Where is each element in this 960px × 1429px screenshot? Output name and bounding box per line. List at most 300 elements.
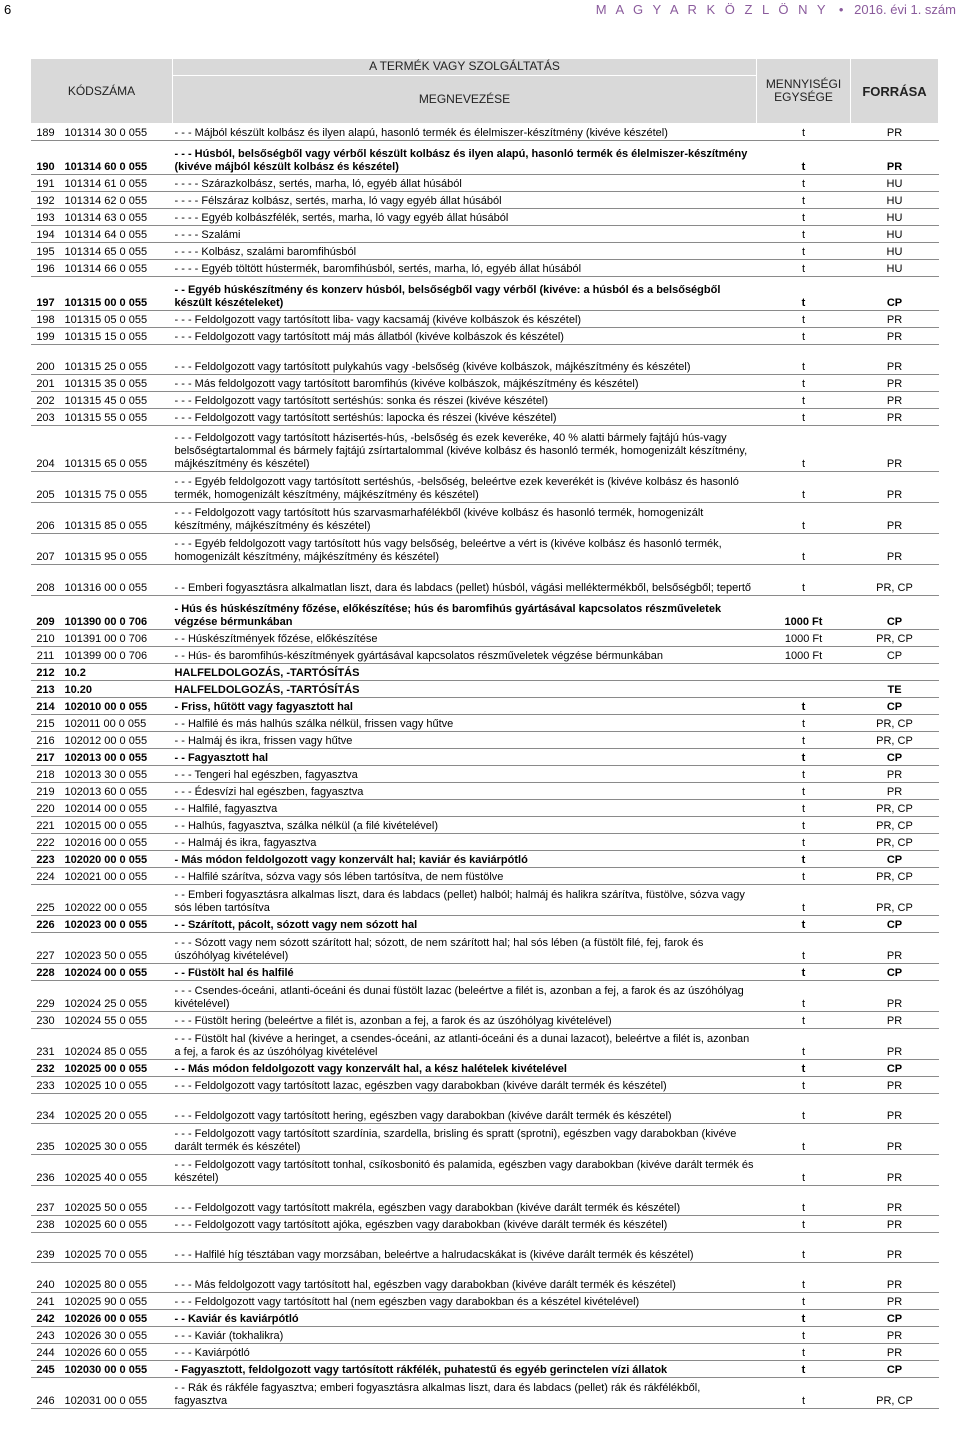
product-code: 102013 60 0 055 <box>61 783 173 800</box>
product-code: 101399 00 0 706 <box>61 647 173 664</box>
unit-of-measure: t <box>757 1263 851 1293</box>
row-number: 194 <box>31 226 61 243</box>
row-number: 191 <box>31 175 61 192</box>
table-row <box>31 933 939 964</box>
product-code: 101314 65 0 055 <box>61 243 173 260</box>
row-number: 222 <box>31 834 61 851</box>
table-row <box>31 1310 939 1327</box>
data-source: PR <box>851 1029 939 1060</box>
product-code: 102021 00 0 055 <box>61 868 173 885</box>
data-source: HU <box>851 175 939 192</box>
product-description: - Friss, hűtött vagy fagyasztott hal <box>173 698 757 715</box>
table-row <box>31 1029 939 1060</box>
unit-of-measure: t <box>757 715 851 732</box>
row-number: 232 <box>31 1060 61 1077</box>
unit-of-measure: t <box>757 226 851 243</box>
product-description: - - - Feldolgozott vagy tartósított makréla, egészben vagy darabokban (kivéve darált termék és készétel) <box>173 1186 757 1216</box>
table-row <box>31 1263 939 1293</box>
product-description: - - - Csendes-óceáni, atlanti-óceáni és dunai füstölt lazac (beleértve a filét is, azonban a fej, a farok és az úszóhólyag kivételével) <box>173 981 757 1012</box>
product-description: - - Halmáj és ikra, frissen vagy hűtve <box>173 732 757 749</box>
data-source: PR <box>851 328 939 345</box>
product-description: - - Rák és rákféle fagyasztva; emberi fogyasztásra alkalmas liszt, dara és labdacs (pellet) rák és rákfélékből, fagyasztva <box>173 1378 757 1409</box>
data-source: PR <box>851 472 939 503</box>
row-number: 226 <box>31 916 61 933</box>
unit-of-measure: t <box>757 426 851 472</box>
product-description: - - Fagyasztott hal <box>173 749 757 766</box>
unit-of-measure: t <box>757 698 851 715</box>
unit-of-measure <box>757 681 851 698</box>
product-code: 102025 20 0 055 <box>61 1094 173 1124</box>
table-row <box>31 1094 939 1124</box>
table-row <box>31 328 939 345</box>
data-source: PR <box>851 1293 939 1310</box>
row-number: 214 <box>31 698 61 715</box>
data-source: HU <box>851 192 939 209</box>
product-code: 102024 85 0 055 <box>61 1029 173 1060</box>
header-name: MEGNEVEZÉSE <box>173 75 757 124</box>
data-source: CP <box>851 1060 939 1077</box>
data-source: PR <box>851 124 939 141</box>
table-row <box>31 392 939 409</box>
table-row <box>31 226 939 243</box>
unit-of-measure: t <box>757 834 851 851</box>
table-row <box>31 964 939 981</box>
data-source: PR, CP <box>851 732 939 749</box>
product-description: - - Halfilé szárítva, sózva vagy sós lében tartósítva, de nem füstölve <box>173 868 757 885</box>
product-code: 102025 90 0 055 <box>61 1293 173 1310</box>
data-source: PR <box>851 1077 939 1094</box>
product-description: - - - Feldolgozott vagy tartósított tonhal, csíkosbonitó és palamida, egészben vagy darabokban (kivéve darált termék és készétel) <box>173 1155 757 1186</box>
table-row <box>31 766 939 783</box>
table-row <box>31 630 939 647</box>
product-description: - - Húskészítmények főzése, előkészítése <box>173 630 757 647</box>
table-row <box>31 749 939 766</box>
table-row <box>31 192 939 209</box>
row-number: 219 <box>31 783 61 800</box>
product-description: - - - Füstölt hering (beleértve a filét is, azonban a fej, a farok és az úszóhólyag kivételével) <box>173 1012 757 1029</box>
data-source: CP <box>851 916 939 933</box>
product-description: - - - Feldolgozott vagy tartósított hal (nem egészben vagy darabokban és a készétel kivételével) <box>173 1293 757 1310</box>
data-source: PR <box>851 1216 939 1233</box>
unit-of-measure: t <box>757 409 851 426</box>
product-code: 102015 00 0 055 <box>61 817 173 834</box>
data-source: CP <box>851 277 939 311</box>
data-source: PR <box>851 1327 939 1344</box>
product-description: - - - Kaviár (tokhalikra) <box>173 1327 757 1344</box>
table-body <box>31 124 939 1409</box>
product-code: 102026 30 0 055 <box>61 1327 173 1344</box>
table-row <box>31 1378 939 1409</box>
product-description: - - Hús- és baromfihús-készítmények gyártásával kapcsolatos részműveletek végzése bérmunkában <box>173 647 757 664</box>
table-row <box>31 698 939 715</box>
product-code: 102030 00 0 055 <box>61 1361 173 1378</box>
product-code: 101315 05 0 055 <box>61 311 173 328</box>
unit-of-measure: t <box>757 1293 851 1310</box>
product-description: - - Halmáj és ikra, fagyasztva <box>173 834 757 851</box>
product-code: 101316 00 0 055 <box>61 565 173 596</box>
product-description: - - - - Szárazkolbász, sertés, marha, ló, egyéb állat húsából <box>173 175 757 192</box>
table-row <box>31 1012 939 1029</box>
table-row <box>31 565 939 596</box>
data-source: PR <box>851 1012 939 1029</box>
product-code: 102025 70 0 055 <box>61 1233 173 1263</box>
unit-of-measure: t <box>757 243 851 260</box>
table-row <box>31 1233 939 1263</box>
header-unit: MENNYISÉGI EGYSÉGE <box>757 59 851 124</box>
product-description: - - - Feldolgozott vagy tartósított pulykahús vagy -belsőség (kivéve kolbászok, májkészítmény és készétel) <box>173 345 757 375</box>
row-number: 192 <box>31 192 61 209</box>
row-number: 239 <box>31 1233 61 1263</box>
product-code: 101391 00 0 706 <box>61 630 173 647</box>
table-row <box>31 175 939 192</box>
row-number: 231 <box>31 1029 61 1060</box>
table-row <box>31 124 939 141</box>
issue-label: 2016. évi 1. szám <box>854 2 956 17</box>
unit-of-measure <box>757 664 851 681</box>
row-number: 206 <box>31 503 61 534</box>
table-row <box>31 260 939 277</box>
product-code: 102024 25 0 055 <box>61 981 173 1012</box>
data-source: PR, CP <box>851 1378 939 1409</box>
row-number: 225 <box>31 885 61 916</box>
unit-of-measure: t <box>757 868 851 885</box>
data-source: PR <box>851 311 939 328</box>
product-code: 101390 00 0 706 <box>61 596 173 630</box>
row-number: 228 <box>31 964 61 981</box>
table-row <box>31 1344 939 1361</box>
product-code: 102011 00 0 055 <box>61 715 173 732</box>
table-row <box>31 851 939 868</box>
product-table <box>30 58 939 1409</box>
unit-of-measure: t <box>757 534 851 565</box>
unit-of-measure: t <box>757 124 851 141</box>
product-description: - - - Feldolgozott vagy tartósított szardínia, szardella, brisling és spratt (sprotni), egészben vagy darabokban (kivéve darált termék és készétel) <box>173 1124 757 1155</box>
data-source: PR, CP <box>851 817 939 834</box>
row-number: 213 <box>31 681 61 698</box>
product-description: - - - Májból készült kolbász és ilyen alapú, hasonló termék és élelmiszer-készítmény (kivéve készétel) <box>173 124 757 141</box>
product-code: 102013 30 0 055 <box>61 766 173 783</box>
row-number: 221 <box>31 817 61 834</box>
unit-of-measure: t <box>757 800 851 817</box>
product-description: - - - Feldolgozott vagy tartósított liba- vagy kacsamáj (kivéve kolbászok és készétel) <box>173 311 757 328</box>
product-description: - - Emberi fogyasztásra alkalmatlan liszt, dara és labdacs (pellet) húsból, vágási melléktermékből, belsőségből; tepertő <box>173 565 757 596</box>
product-description: - - - Feldolgozott vagy tartósított hús szarvasmarhafélékből (kivéve kolbász és hasonló termék, homogenizált készítmény, májkészítmény és készétel) <box>173 503 757 534</box>
row-number: 197 <box>31 277 61 311</box>
row-number: 238 <box>31 1216 61 1233</box>
product-code: 102031 00 0 055 <box>61 1378 173 1409</box>
table-row <box>31 409 939 426</box>
product-code: 101314 66 0 055 <box>61 260 173 277</box>
row-number: 246 <box>31 1378 61 1409</box>
product-description: - - - Tengeri hal egészben, fagyasztva <box>173 766 757 783</box>
row-number: 201 <box>31 375 61 392</box>
data-source: HU <box>851 209 939 226</box>
running-head <box>596 2 956 17</box>
unit-of-measure: t <box>757 1124 851 1155</box>
bullet-separator: • <box>838 2 844 17</box>
unit-of-measure: 1000 Ft <box>757 647 851 664</box>
unit-of-measure: t <box>757 1186 851 1216</box>
row-number: 235 <box>31 1124 61 1155</box>
table-row <box>31 1155 939 1186</box>
product-description: - - - Feldolgozott vagy tartósított házisertés-hús, -belsőség és ezek keveréke, 40 % alatti bármely fajtájú hús-vagy belsőségtartalommal és bármely fajtájú zsírtartalommal (kivéve kolbász és hasonló termék, homogenizált készítmény, májkészítmény és készétel) <box>173 426 757 472</box>
unit-of-measure: t <box>757 732 851 749</box>
product-code: 102025 60 0 055 <box>61 1216 173 1233</box>
data-source: PR <box>851 783 939 800</box>
product-code: 101315 35 0 055 <box>61 375 173 392</box>
unit-of-measure: t <box>757 345 851 375</box>
data-source: PR <box>851 1233 939 1263</box>
product-description: - - - Halfilé híg tésztában vagy morzsában, beleértve a halrudacskákat is (kivéve darált termék és készétel) <box>173 1233 757 1263</box>
data-source: PR <box>851 503 939 534</box>
row-number: 241 <box>31 1293 61 1310</box>
data-source: CP <box>851 964 939 981</box>
table-row <box>31 681 939 698</box>
data-source: PR <box>851 1124 939 1155</box>
product-code: 102013 00 0 055 <box>61 749 173 766</box>
product-code: 102023 00 0 055 <box>61 916 173 933</box>
product-description: - - - Kaviárpótló <box>173 1344 757 1361</box>
unit-of-measure: t <box>757 375 851 392</box>
unit-of-measure: t <box>757 1378 851 1409</box>
unit-of-measure: t <box>757 311 851 328</box>
unit-of-measure: t <box>757 766 851 783</box>
product-code: 102024 00 0 055 <box>61 964 173 981</box>
unit-of-measure: t <box>757 1344 851 1361</box>
data-source: PR <box>851 141 939 175</box>
row-number: 209 <box>31 596 61 630</box>
header-source: FORRÁSA <box>851 59 939 124</box>
data-source: PR <box>851 981 939 1012</box>
table-row <box>31 783 939 800</box>
row-number: 199 <box>31 328 61 345</box>
product-code: 102016 00 0 055 <box>61 834 173 851</box>
row-number: 244 <box>31 1344 61 1361</box>
row-number: 204 <box>31 426 61 472</box>
unit-of-measure: t <box>757 328 851 345</box>
table-row <box>31 345 939 375</box>
unit-of-measure: t <box>757 260 851 277</box>
unit-of-measure: 1000 Ft <box>757 630 851 647</box>
product-description: - - - Feldolgozott vagy tartósított ajóka, egészben vagy darabokban (kivéve darált termék és készétel) <box>173 1216 757 1233</box>
row-number: 220 <box>31 800 61 817</box>
row-number: 215 <box>31 715 61 732</box>
row-number: 234 <box>31 1094 61 1124</box>
unit-of-measure: t <box>757 1327 851 1344</box>
product-code: 102025 10 0 055 <box>61 1077 173 1094</box>
unit-of-measure: t <box>757 885 851 916</box>
table-row <box>31 1327 939 1344</box>
product-code: 101314 62 0 055 <box>61 192 173 209</box>
product-code: 102023 50 0 055 <box>61 933 173 964</box>
row-number: 193 <box>31 209 61 226</box>
table-row <box>31 715 939 732</box>
product-code: 102010 00 0 055 <box>61 698 173 715</box>
product-description: - - - - Kolbász, szalámi baromfihúsból <box>173 243 757 260</box>
product-code: 102014 00 0 055 <box>61 800 173 817</box>
unit-of-measure: t <box>757 392 851 409</box>
row-number: 208 <box>31 565 61 596</box>
product-description: - - Halfilé, fagyasztva <box>173 800 757 817</box>
data-source: PR <box>851 1263 939 1293</box>
product-code: 101315 00 0 055 <box>61 277 173 311</box>
product-code: 101315 55 0 055 <box>61 409 173 426</box>
product-code: 102025 50 0 055 <box>61 1186 173 1216</box>
row-number: 223 <box>31 851 61 868</box>
product-code: 101315 25 0 055 <box>61 345 173 375</box>
unit-of-measure: t <box>757 851 851 868</box>
row-number: 196 <box>31 260 61 277</box>
product-code: 102020 00 0 055 <box>61 851 173 868</box>
journal-title: M A G Y A R K Ö Z L Ö N Y <box>595 2 829 17</box>
row-number: 224 <box>31 868 61 885</box>
unit-of-measure: t <box>757 933 851 964</box>
row-number: 211 <box>31 647 61 664</box>
product-code: 102026 00 0 055 <box>61 1310 173 1327</box>
product-code: 102024 55 0 055 <box>61 1012 173 1029</box>
product-description: - - - Más feldolgozott vagy tartósított baromfihús (kivéve kolbászok, májkészítmény és készétel) <box>173 375 757 392</box>
product-description: - - - - Félszáraz kolbász, sertés, marha, ló vagy egyéb állat húsából <box>173 192 757 209</box>
product-description: - - Más módon feldolgozott vagy konzervált hal, a kész halételek kivételével <box>173 1060 757 1077</box>
table-row <box>31 1077 939 1094</box>
product-code: 101315 45 0 055 <box>61 392 173 409</box>
data-source: PR, CP <box>851 868 939 885</box>
data-source: PR, CP <box>851 885 939 916</box>
unit-of-measure: t <box>757 277 851 311</box>
unit-of-measure: t <box>757 1029 851 1060</box>
unit-of-measure: t <box>757 1155 851 1186</box>
unit-of-measure: t <box>757 1077 851 1094</box>
product-code: 102025 80 0 055 <box>61 1263 173 1293</box>
product-description: HALFELDOLGOZÁS, -TARTÓSÍTÁS <box>173 681 757 698</box>
table-row <box>31 209 939 226</box>
product-description: - - Kaviár és kaviárpótló <box>173 1310 757 1327</box>
row-number: 200 <box>31 345 61 375</box>
table-row <box>31 664 939 681</box>
product-description: - - - Egyéb feldolgozott vagy tartósított hús vagy belsőség, beleértve a vért is (kivéve kolbász és hasonló termék, homogenizált készítmény, májkészítmény és készétel) <box>173 534 757 565</box>
table-row <box>31 885 939 916</box>
unit-of-measure: t <box>757 749 851 766</box>
table-row <box>31 311 939 328</box>
data-source: CP <box>851 1310 939 1327</box>
product-description: - - Egyéb húskészítmény és konzerv húsból, belsőségből vagy vérből (kivéve: a húsból és a belsőségből készült készételeket) <box>173 277 757 311</box>
unit-of-measure: t <box>757 1216 851 1233</box>
table-row <box>31 732 939 749</box>
product-description: - - - Sózott vagy nem sózott szárított hal; sózott, de nem szárított hal; hal sós lében (a füstölt filé, fej, farok és úszóhólyag kivételével) <box>173 933 757 964</box>
product-description: - Más módon feldolgozott vagy konzervált hal; kaviár és kaviárpótló <box>173 851 757 868</box>
data-source: CP <box>851 1361 939 1378</box>
table-header <box>31 59 939 124</box>
data-source: PR <box>851 1094 939 1124</box>
row-number: 195 <box>31 243 61 260</box>
data-source: PR, CP <box>851 565 939 596</box>
table-row <box>31 426 939 472</box>
product-description: - Fagyasztott, feldolgozott vagy tartósított rákfélék, puhatestű és egyéb gerinctelen vízi állatok <box>173 1361 757 1378</box>
data-source: CP <box>851 851 939 868</box>
table-row <box>31 834 939 851</box>
row-number: 230 <box>31 1012 61 1029</box>
product-description: - - - Feldolgozott vagy tartósított sertéshús: lapocka és részei (kivéve készétel) <box>173 409 757 426</box>
table-row <box>31 534 939 565</box>
unit-of-measure: 1000 Ft <box>757 596 851 630</box>
unit-of-measure: t <box>757 1012 851 1029</box>
product-description: - - - Édesvízi hal egészben, fagyasztva <box>173 783 757 800</box>
row-number: 236 <box>31 1155 61 1186</box>
product-code: 102022 00 0 055 <box>61 885 173 916</box>
unit-of-measure: t <box>757 964 851 981</box>
product-code: 102025 30 0 055 <box>61 1124 173 1155</box>
table-row <box>31 1124 939 1155</box>
product-code: 101315 95 0 055 <box>61 534 173 565</box>
data-source: CP <box>851 698 939 715</box>
row-number: 242 <box>31 1310 61 1327</box>
table-row <box>31 868 939 885</box>
table-row <box>31 243 939 260</box>
product-description: - - Halfilé és más halhús szálka nélkül, frissen vagy hűtve <box>173 715 757 732</box>
row-number: 229 <box>31 981 61 1012</box>
data-source: PR <box>851 933 939 964</box>
row-number: 205 <box>31 472 61 503</box>
data-source: PR <box>851 345 939 375</box>
product-description: - - - - Egyéb töltött hústermék, baromfihúsból, sertés, marha, ló, egyéb állat húsából <box>173 260 757 277</box>
product-code: 101315 85 0 055 <box>61 503 173 534</box>
data-source: PR <box>851 409 939 426</box>
product-description: - - - Húsból, belsőségből vagy vérből készült kolbász és ilyen alapú, hasonló termék és élelmiszer-készítmény (kivéve májból készült kolbász és készétel) <box>173 141 757 175</box>
table-row <box>31 141 939 175</box>
data-source: PR <box>851 1155 939 1186</box>
product-code: 101314 60 0 055 <box>61 141 173 175</box>
data-source: PR <box>851 534 939 565</box>
product-code: 101315 75 0 055 <box>61 472 173 503</box>
product-description: - - Szárított, pácolt, sózott vagy nem sózott hal <box>173 916 757 933</box>
unit-of-measure: t <box>757 503 851 534</box>
product-table-container <box>30 58 938 1409</box>
data-source: HU <box>851 226 939 243</box>
table-row <box>31 647 939 664</box>
data-source: PR <box>851 426 939 472</box>
unit-of-measure: t <box>757 192 851 209</box>
row-number: 190 <box>31 141 61 175</box>
product-description: - Hús és húskészítmény főzése, előkészítése; hús és baromfihús gyártásával kapcsolatos részműveletek végzése bérmunkában <box>173 596 757 630</box>
unit-of-measure: t <box>757 209 851 226</box>
product-code: 10.20 <box>61 681 173 698</box>
product-code: 101314 61 0 055 <box>61 175 173 192</box>
unit-of-measure: t <box>757 1310 851 1327</box>
row-number: 212 <box>31 664 61 681</box>
row-number: 216 <box>31 732 61 749</box>
table-row <box>31 981 939 1012</box>
product-description: - - - Füstölt hal (kivéve a heringet, a csendes-óceáni, az atlanti-óceáni és a dunai lazacot), beleértve a filét is, azonban a fej, a farok és az úszóhólyag kivételével <box>173 1029 757 1060</box>
row-number: 203 <box>31 409 61 426</box>
row-number: 198 <box>31 311 61 328</box>
table-row <box>31 916 939 933</box>
product-description: - - - Egyéb feldolgozott vagy tartósított sertéshús, -belsőség, beleértve ezek keverékét is (kivéve kolbász és hasonló termék, homogenizált készítmény, májkészítmény és készétel) <box>173 472 757 503</box>
data-source: PR, CP <box>851 715 939 732</box>
product-description: - - Halhús, fagyasztva, szálka nélkül (a filé kivételével) <box>173 817 757 834</box>
unit-of-measure: t <box>757 981 851 1012</box>
row-number: 233 <box>31 1077 61 1094</box>
product-code: 101314 63 0 055 <box>61 209 173 226</box>
data-source: HU <box>851 260 939 277</box>
data-source: PR, CP <box>851 630 939 647</box>
table-row <box>31 277 939 311</box>
table-row <box>31 1293 939 1310</box>
product-description: - - - Más feldolgozott vagy tartósított hal, egészben vagy darabokban (kivéve darált termék és készétel) <box>173 1263 757 1293</box>
product-description: HALFELDOLGOZÁS, -TARTÓSÍTÁS <box>173 664 757 681</box>
page-header <box>0 0 960 22</box>
unit-of-measure: t <box>757 817 851 834</box>
product-code: 10.2 <box>61 664 173 681</box>
